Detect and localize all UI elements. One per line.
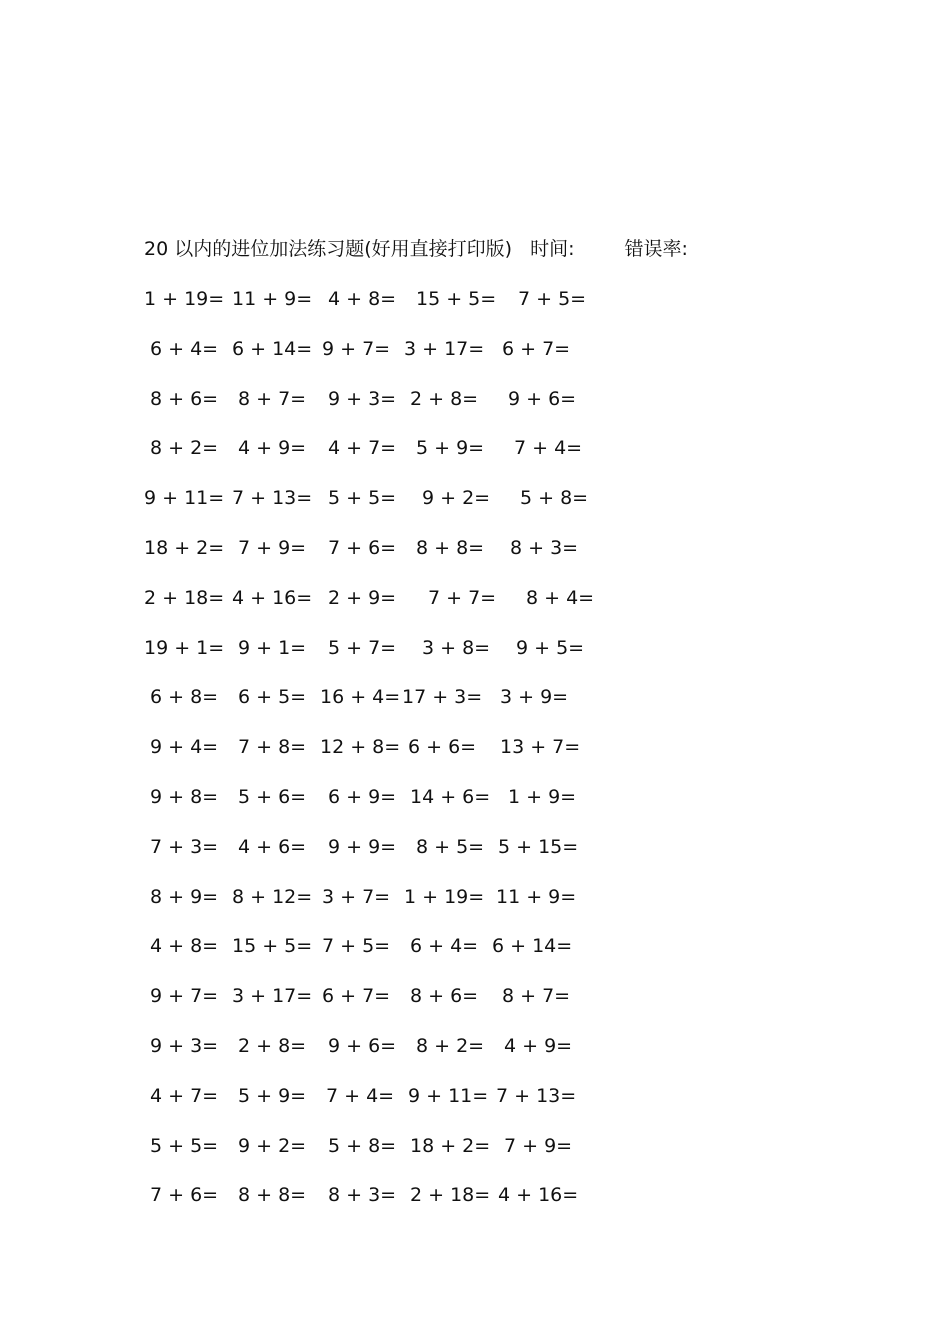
problem-item: 6 + 7= — [502, 337, 571, 360]
problem-item: 2 + 18= — [410, 1184, 491, 1207]
problem-item: 4 + 16= — [232, 586, 313, 609]
problem-grid — [144, 286, 644, 1232]
problem-row — [144, 1033, 644, 1083]
problem-item: 9 + 1= — [238, 636, 307, 659]
problem-item: 8 + 3= — [328, 1184, 397, 1207]
problem-item: 8 + 7= — [238, 387, 307, 410]
problem-item: 4 + 6= — [238, 835, 307, 858]
problem-row — [144, 535, 644, 585]
problem-item: 7 + 13= — [496, 1084, 577, 1107]
worksheet-title: 20 以内的进位加法练习题(好用直接打印版) — [144, 238, 513, 260]
problem-item: 6 + 7= — [322, 985, 391, 1008]
problem-item: 13 + 7= — [500, 736, 581, 759]
problem-item: 6 + 8= — [150, 686, 219, 709]
problem-row — [144, 286, 644, 336]
problem-item: 9 + 8= — [150, 785, 219, 808]
problem-item: 7 + 6= — [328, 536, 397, 559]
problem-item: 15 + 5= — [416, 288, 497, 310]
problem-item: 4 + 7= — [328, 437, 397, 460]
problem-item: 6 + 14= — [232, 337, 313, 360]
problem-item: 18 + 2= — [144, 536, 225, 559]
problem-row — [144, 1182, 644, 1232]
problem-item: 3 + 7= — [322, 885, 391, 908]
problem-item: 7 + 5= — [322, 935, 391, 958]
problem-item: 9 + 2= — [238, 1134, 307, 1157]
problem-item: 17 + 3= — [402, 686, 483, 709]
problem-item: 5 + 5= — [150, 1134, 219, 1157]
problem-row — [144, 386, 644, 436]
problem-item: 3 + 8= — [422, 636, 491, 659]
problem-item: 9 + 7= — [322, 337, 391, 360]
problem-item: 2 + 8= — [410, 387, 479, 410]
problem-item: 5 + 15= — [498, 835, 579, 858]
problem-item: 14 + 6= — [410, 785, 491, 808]
problem-item: 9 + 5= — [516, 636, 585, 659]
problem-item: 15 + 5= — [232, 935, 313, 958]
problem-item: 5 + 9= — [416, 437, 485, 460]
problem-item: 11 + 9= — [496, 885, 577, 908]
problem-item: 1 + 19= — [144, 288, 225, 310]
problem-item: 5 + 8= — [328, 1134, 397, 1157]
problem-item: 3 + 9= — [500, 686, 569, 709]
problem-item: 6 + 4= — [150, 337, 219, 360]
problem-item: 9 + 11= — [408, 1084, 489, 1107]
problem-item: 19 + 1= — [144, 636, 225, 659]
problem-item: 7 + 8= — [238, 736, 307, 759]
problem-item: 8 + 4= — [526, 586, 595, 609]
problem-item: 4 + 9= — [504, 1034, 573, 1057]
problem-item: 5 + 8= — [520, 487, 589, 510]
problem-item: 2 + 18= — [144, 586, 225, 609]
problem-row — [144, 1133, 644, 1183]
problem-item: 8 + 3= — [510, 536, 579, 559]
problem-item: 8 + 6= — [410, 985, 479, 1008]
problem-item: 5 + 6= — [238, 785, 307, 808]
problem-item: 3 + 17= — [404, 337, 485, 360]
problem-item: 11 + 9= — [232, 288, 313, 310]
problem-item: 18 + 2= — [410, 1134, 491, 1157]
problem-row — [144, 684, 644, 734]
problem-item: 7 + 6= — [150, 1184, 219, 1207]
problem-item: 3 + 17= — [232, 985, 313, 1008]
header-line — [144, 236, 688, 262]
problem-item: 1 + 19= — [404, 885, 485, 908]
problem-row — [144, 336, 644, 386]
problem-item: 16 + 4= — [320, 686, 401, 709]
error-rate-label: 错误率: — [624, 238, 688, 260]
problem-item: 7 + 4= — [326, 1084, 395, 1107]
problem-item: 6 + 14= — [492, 935, 573, 958]
problem-item: 8 + 8= — [238, 1184, 307, 1207]
problem-item: 12 + 8= — [320, 736, 401, 759]
problem-item: 9 + 4= — [150, 736, 219, 759]
problem-row — [144, 435, 644, 485]
problem-item: 7 + 13= — [232, 487, 313, 510]
problem-item: 6 + 9= — [328, 785, 397, 808]
problem-row — [144, 884, 644, 934]
problem-item: 2 + 8= — [238, 1034, 307, 1057]
problem-item: 5 + 5= — [328, 487, 397, 510]
problem-item: 7 + 9= — [238, 536, 307, 559]
problem-item: 8 + 2= — [416, 1034, 485, 1057]
problem-item: 5 + 7= — [328, 636, 397, 659]
problem-item: 4 + 16= — [498, 1184, 579, 1207]
problem-item: 9 + 6= — [328, 1034, 397, 1057]
problem-item: 9 + 3= — [328, 387, 397, 410]
problem-row — [144, 834, 644, 884]
problem-item: 9 + 9= — [328, 835, 397, 858]
problem-item: 8 + 6= — [150, 387, 219, 410]
problem-row — [144, 635, 644, 685]
problem-item: 5 + 9= — [238, 1084, 307, 1107]
problem-item: 6 + 6= — [408, 736, 477, 759]
problem-row — [144, 933, 644, 983]
problem-item: 8 + 9= — [150, 885, 219, 908]
problem-item: 6 + 5= — [238, 686, 307, 709]
problem-item: 9 + 7= — [150, 985, 219, 1008]
problem-item: 7 + 5= — [518, 288, 587, 310]
problem-item: 4 + 7= — [150, 1084, 219, 1107]
problem-item: 7 + 9= — [504, 1134, 573, 1157]
problem-item: 4 + 8= — [328, 288, 397, 310]
problem-item: 4 + 9= — [238, 437, 307, 460]
problem-row — [144, 734, 644, 784]
problem-item: 8 + 7= — [502, 985, 571, 1008]
problem-item: 9 + 2= — [422, 487, 491, 510]
problem-item: 2 + 9= — [328, 586, 397, 609]
problem-row — [144, 784, 644, 834]
problem-item: 9 + 6= — [508, 387, 577, 410]
problem-item: 9 + 3= — [150, 1034, 219, 1057]
problem-row — [144, 983, 644, 1033]
problem-item: 7 + 4= — [514, 437, 583, 460]
problem-item: 8 + 12= — [232, 885, 313, 908]
problem-item: 9 + 11= — [144, 487, 225, 510]
problem-item: 7 + 3= — [150, 835, 219, 858]
problem-item: 8 + 5= — [416, 835, 485, 858]
problem-item: 4 + 8= — [150, 935, 219, 958]
problem-item: 8 + 8= — [416, 536, 485, 559]
problem-item: 6 + 4= — [410, 935, 479, 958]
problem-item: 7 + 7= — [428, 586, 497, 609]
problem-row — [144, 585, 644, 635]
problem-row — [144, 485, 644, 535]
problem-item: 1 + 9= — [508, 785, 577, 808]
time-label: 时间: — [530, 238, 575, 260]
problem-item: 8 + 2= — [150, 437, 219, 460]
problem-row — [144, 1083, 644, 1133]
